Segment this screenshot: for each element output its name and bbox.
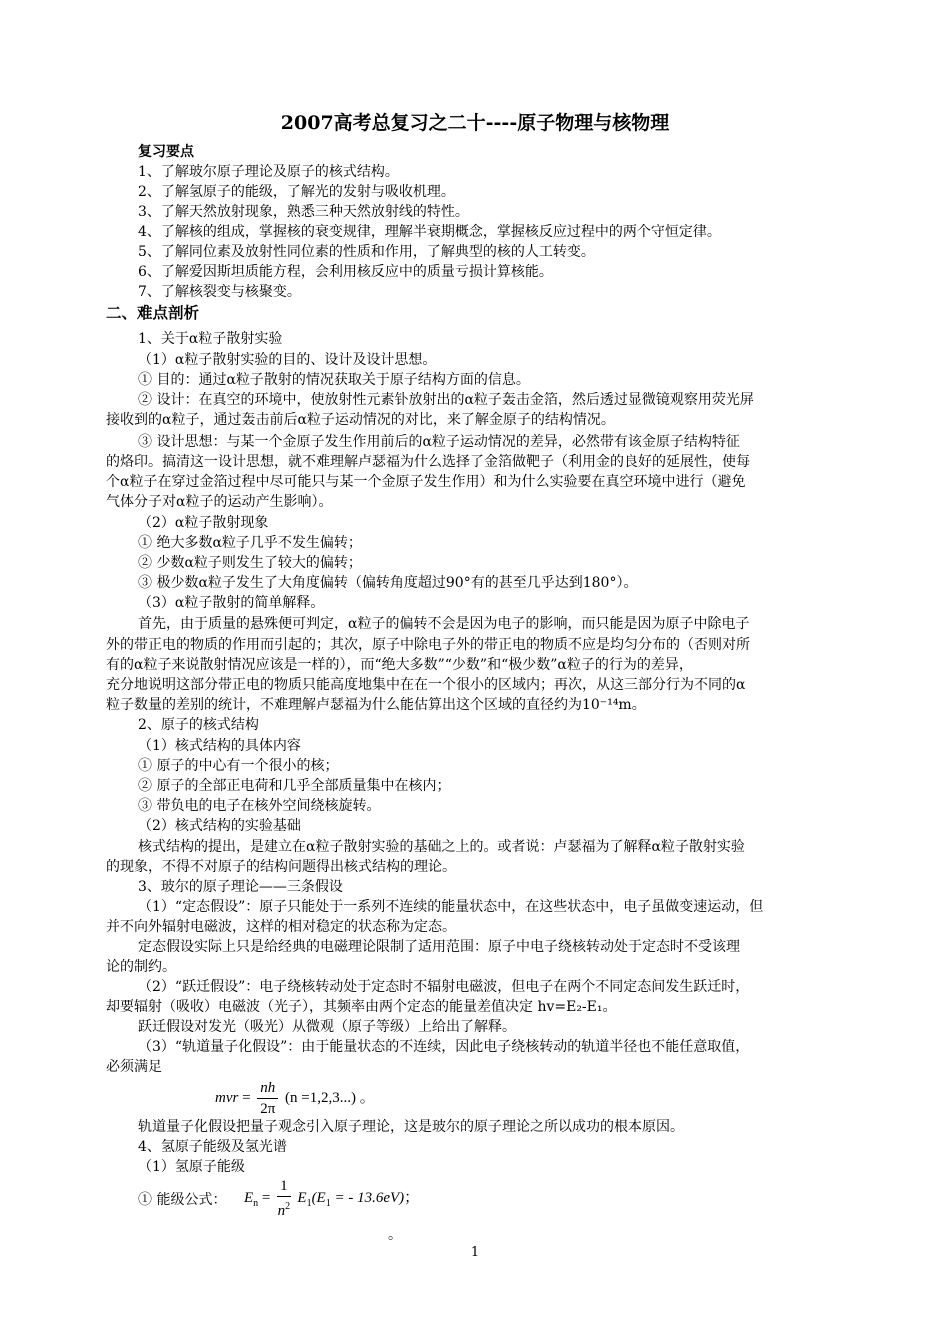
text-line: （2）α粒子散射现象 [138,515,269,531]
eq2-equals: = [261,1189,271,1206]
point-2: 2、了解氢原子的能级，了解光的发射与吸收机理。 [138,184,455,200]
text-line: ③ 极少数α粒子发生了大角度偏转（偏转角度超过90°有的甚至几乎达到180°）。 [138,575,638,591]
text-line: ③ 带负电的电子在核外空间绕核旋转。 [138,798,381,814]
text-line: 充分地说明这部分带正电的物质只能高度地集中在在一个很小的区域内；再次，从这三部分行为不同的α [106,677,746,693]
text-line: 首先，由于质量的悬殊便可判定，α粒子的偏转不会是因为电子的影响，而只能是因为原子中除电子 [138,616,750,632]
text-line: 必须满足 [106,1059,162,1075]
text-line: 2、原子的核式结构 [138,717,259,733]
page-number: 1 [470,1245,480,1260]
text-line: ② 设计：在真空的环境中，使放射性元素钋放射出的α粒子轰击金箔，然后透过显微镜观察用荧光屏 [138,392,754,408]
text-line: 3、玻尔的原子理论——三条假设 [138,879,343,895]
eq2-den-sup: 2 [285,1201,291,1212]
section-heading-review-points: 复习要点 [138,144,194,160]
text-line: 粒子数量的差别的统计，不难理解卢瑟福为什么能估算出这个区域的直径约为10⁻¹⁴m。 [106,697,646,713]
text-line: （2）“跃迁假设”：电子绕核转动处于定态时不辐射电磁波，但电子在两个不同定态间发生跃迁时， [138,979,750,995]
point-1: 1、了解玻尔原子理论及原子的核式结构。 [138,164,399,180]
text-line: 论的制约。 [106,959,176,975]
equation-orbit-quantization [215,1078,375,1119]
eq2-lhs-sub: n [253,1197,259,1209]
text-line: 个α粒子在穿过金箔过程中尽可能只与某一个金原子发生作用）和为什么实验要在真空环境中进行（避免 [106,474,746,490]
text-line-energy-formula-label: ① 能级公式： [138,1192,227,1208]
text-line: 定态假设实际上只是给经典的电磁理论限制了适用范围：原子中电子绕核转动处于定态时不受该理 [138,939,740,955]
text-line: ① 原子的中心有一个很小的核； [138,758,339,774]
text-line: （1）氢原子能级 [138,1159,245,1175]
eq2-paren-sub: 1 [325,1197,331,1209]
section-heading-difficulties: 二、难点剖析 [106,303,200,322]
eq1-condition: (n =1,2,3...) [285,1089,356,1106]
text-line: （3）α粒子散射的简单解释。 [138,595,325,611]
text-line: 有的α粒子来说散射情况应该是一样的），而“绝大多数”“少数”和“极少数”α粒子的行为的差异， [106,657,693,673]
point-7: 7、了解核裂变与核聚变。 [138,284,301,300]
text-line: ① 目的：通过α粒子散射的情况获取关于原子结构方面的信息。 [138,372,530,388]
eq1-end: 。 [359,1089,375,1106]
text-line: 跃迁假设对发光（吸光）从微观（原子等级）上给出了解释。 [138,1019,516,1035]
eq1-denominator: 2π [260,1101,276,1117]
text-line: 4、氢原子能级及氢光谱 [138,1139,287,1155]
text-line: （1）核式结构的具体内容 [138,738,301,754]
point-3: 3、了解天然放射现象，熟悉三种天然放射线的特性。 [138,204,469,220]
text-line: ① 绝大多数α粒子几乎不发生偏转； [138,535,362,551]
text-line: 的现象，不得不对原子的结构问题得出核式结构的理论。 [106,859,456,875]
eq2-fraction [277,1176,291,1221]
eq1-lhs: mvr [215,1089,239,1106]
eq2-denominator [277,1197,291,1221]
text-line: （1）“定态假设”：原子只能处于一系列不连续的能量状态中，在这些状态中，电子虽做变速运动，但 [138,899,764,915]
text-line: 的烙印。搞清这一设计思想，就不难理解卢瑟福为什么选择了金箔做靶子（利用金的良好的延展性，使每 [106,454,750,470]
text-line: ③ 设计思想：与某一个金原子发生作用前后的α粒子运动情况的差异，必然带有该金原子结构特征 [138,434,740,450]
eq2-paren: (E [311,1189,326,1206]
text-line: （3）“轨道量子化假设”：由于能量状态的不连续，因此电子绕核转动的轨道半径也不能任意取值， [138,1039,750,1055]
eq2-den-base: n [277,1203,286,1219]
point-4: 4、了解核的组成，掌握核的衰变规律，理解半衰期概念，掌握核反应过程中的两个守恒定律。 [138,224,721,240]
text-line: 外的带正电的物质的作用而引起的；其次，原子中除电子外的带正电的物质不应是均匀分布的（否则对所 [106,637,750,653]
equation-energy-levels [244,1176,419,1221]
text-line: ② 少数α粒子则发生了较大的偏转； [138,555,362,571]
text-line: 核式结构的提出，是建立在α粒子散射实验的基础之上的。或者说：卢瑟福为了解释α粒子散射实验 [138,839,745,855]
text-line: 轨道量子化假设把量子观念引入原子理论，这是玻尔的原子理论之所以成功的根本原因。 [138,1119,684,1135]
eq1-equals: = [242,1089,251,1106]
text-line: 1、关于α粒子散射实验 [138,331,283,347]
text-line: ② 原子的全部正电荷和几乎全部质量集中在核内； [138,778,451,794]
eq2-end: ； [404,1189,420,1206]
eq1-numerator: nh [257,1078,278,1099]
text-line: （2）核式结构的实验基础 [138,818,301,834]
text-line: 气体分子对α粒子的运动产生影响）。 [106,494,333,510]
eq2-rest: = - 13.6eV) [330,1189,405,1206]
text-line: 。 [388,1227,402,1243]
text-line: （1）α粒子散射实验的目的、设计及设计思想。 [138,352,437,368]
point-5: 5、了解同位素及放射性同位素的性质和作用，了解典型的核的人工转变。 [138,244,595,260]
text-line: 并不向外辐射电磁波，这样的相对稳定的状态称为定态。 [106,919,456,935]
text-line: 却要辐射（吸收）电磁波（光子），其频率由两个定态的能量差值决定 hv=E₂-E₁。 [106,999,617,1015]
eq2-numerator: 1 [277,1176,291,1197]
page-title: 2007高考总复习之二十----原子物理与核物理 [280,112,670,134]
eq2-e1: E [297,1189,307,1206]
point-6: 6、了解爱因斯坦质能方程，会利用核反应中的质量亏损计算核能。 [138,264,553,280]
eq2-lhs: E [244,1189,254,1206]
eq2-e1-sub: 1 [306,1197,312,1209]
eq1-fraction [257,1078,278,1119]
text-line: 接收到的α粒子，通过轰击前后α粒子运动情况的对比，来了解金原子的结构情况。 [106,412,615,428]
